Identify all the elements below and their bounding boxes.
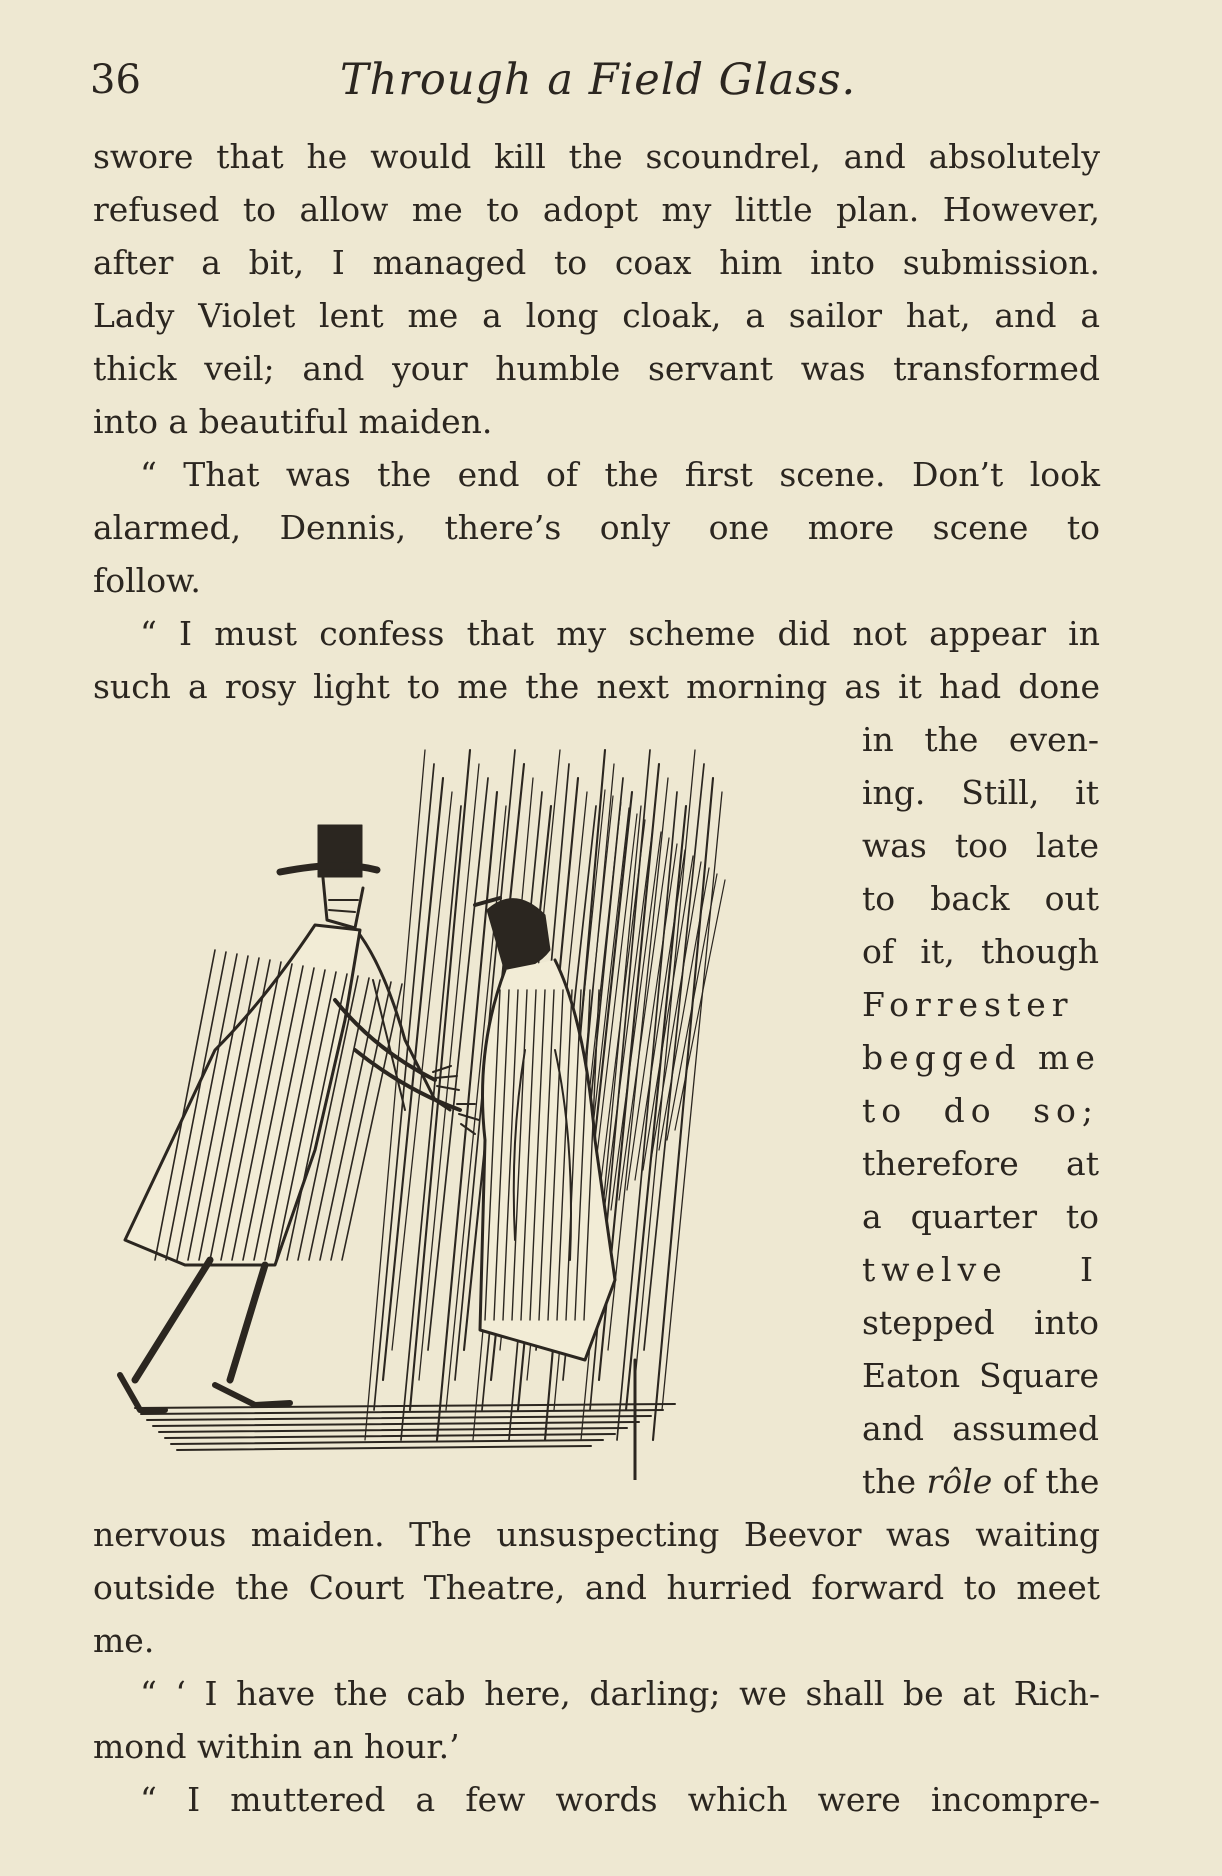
text-line: into a beautiful maiden. <box>93 402 493 441</box>
text-fragment: the <box>862 1462 927 1501</box>
column-line: therefore at <box>862 1144 1099 1183</box>
text-line: “ I muttered a few words which were incompre- <box>140 1780 1100 1819</box>
text-line: after a bit, I managed to coax him into submission. <box>93 243 1100 282</box>
illustration-svg <box>115 720 765 1480</box>
text-line: refused to allow me to adopt my little plan. However, <box>93 190 1100 229</box>
top-hat <box>280 825 377 877</box>
column-line: begged me <box>862 1038 1101 1077</box>
page-header <box>90 50 1130 110</box>
ground-lines <box>135 1404 675 1480</box>
text-line: mond within an hour.’ <box>93 1727 460 1766</box>
text-fragment: of the <box>992 1462 1100 1501</box>
running-title: Through a Field Glass. <box>340 55 857 105</box>
man-coat <box>125 925 450 1265</box>
column-line: and assumed <box>862 1409 1099 1448</box>
text-line: follow. <box>93 561 201 600</box>
text-line: thick veil; and your humble servant was transformed <box>93 349 1100 388</box>
text-line: Lady Violet lent me a long cloak, a sailor hat, and a <box>93 296 1100 335</box>
italic-role: rôle <box>926 1462 993 1501</box>
column-line: to back out <box>862 879 1099 918</box>
text-line: outside the Court Theatre, and hurried forward to meet <box>93 1568 1100 1607</box>
text-line: “ I must confess that my scheme did not appear in <box>140 614 1100 653</box>
column-line: twelve I <box>862 1250 1099 1289</box>
text-line: nervous maiden. The unsuspecting Beevor was waiting <box>93 1515 1100 1554</box>
column-line: a quarter to <box>862 1197 1099 1236</box>
column-line-role <box>862 1459 1099 1505</box>
column-line: Forrester <box>862 985 1074 1024</box>
text-line: “ ‘ I have the cab here, darling; we shall be at Rich- <box>140 1674 1100 1713</box>
column-line: Eaton Square <box>862 1356 1099 1395</box>
column-line: stepped into <box>862 1303 1099 1342</box>
illustration <box>115 720 765 1480</box>
cloaked-figure <box>475 898 615 1360</box>
text-line: me. <box>93 1621 155 1660</box>
column-line: was too late <box>862 826 1099 865</box>
text-line: such a rosy light to me the next morning as it had done <box>93 667 1100 706</box>
text-line: alarmed, Dennis, there’s only one more scene to <box>93 508 1100 547</box>
column-line: to do so; <box>862 1091 1099 1130</box>
page-number: 36 <box>90 57 141 103</box>
man-legs <box>120 1260 290 1410</box>
column-line: ing. Still, it <box>862 773 1099 812</box>
man-head <box>323 878 363 928</box>
column-line: of it, though <box>862 932 1099 971</box>
text-line: “ That was the end of the first scene. Don’t look <box>140 455 1100 494</box>
text-line: swore that he would kill the scoundrel, and absolutely <box>93 137 1100 176</box>
column-line: in the even- <box>862 720 1099 759</box>
